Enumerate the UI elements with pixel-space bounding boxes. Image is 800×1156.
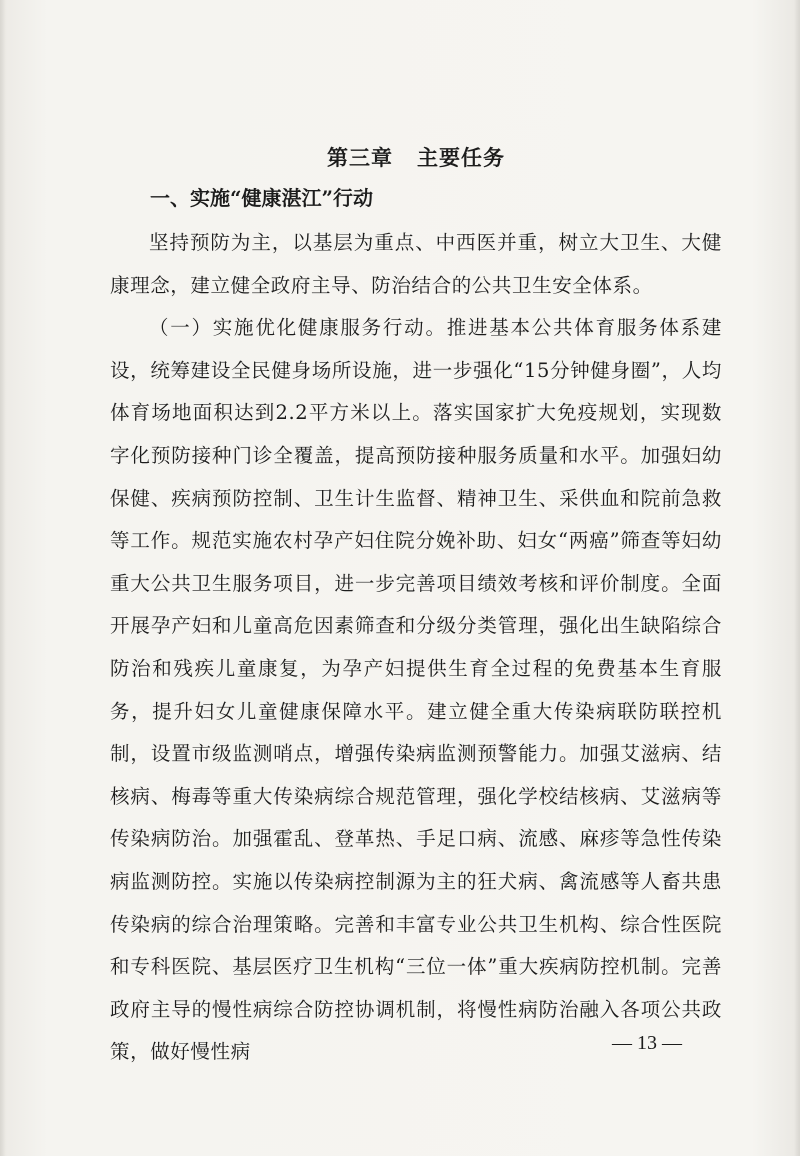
section-title: 一、实施“健康湛江”行动 xyxy=(150,186,374,210)
paragraph-health-service: （一）实施优化健康服务行动。推进基本公共体育服务体系建设，统筹建设全民健身场所设施，进一步强化“15分钟健身圈”，人均体育场地面积达到2.2平方米以上。落实国家扩大免疫规划，实现数字化预防接种门诊全覆盖，提高预防接种服务质量和水平。加强妇幼保健、疾病预防控制、卫生计生监督、精神卫生、采供血和院前急救等工作。规范实施农村孕产妇住院分娩补助、妇女“两癌”筛查等妇幼重大公共卫生服务项目，进一步完善项目绩效考核和评价制度。全面开展孕产妇和儿童高危因素筛查和分级分类管理，强化出生缺陷综合防治和残疾儿童康复，为孕产妇提供生育全过程的免费基本生育服务，提升妇女儿童健康保障水平。建立健全重大传染病联防联控机制，设置市级监测哨点，增强传染病监测预警能力。加强艾滋病、结核病、梅毒等重大传染病综合规范管理，强化学校结核病、艾滋病等传染病防治。加强霍乱、登革热、手足口病、流感、麻疹等急性传染病监测防控。实施以传染病控制源为主的狂犬病、禽流感等人畜共患传染病的综合治理策略。完善和丰富专业公共卫生机构、综合性医院和专科医院、基层医疗卫生机构“三位一体”重大疾病防控机制。完善政府主导的慢性病综合防控协调机制，将慢性病防治融入各项公共政策，做好慢性病 xyxy=(110,316,722,1064)
page-edge-right xyxy=(794,0,800,1156)
page-number: — 13 — xyxy=(612,1032,682,1054)
chapter-name: 主要任务 xyxy=(417,145,505,170)
chapter-title xyxy=(110,140,722,176)
page-edge-left xyxy=(0,0,6,1156)
page-content xyxy=(110,140,722,1074)
chapter-number: 第三章 xyxy=(327,145,393,170)
paragraph-intro: 坚持预防为主，以基层为重点、中西医并重，树立大卫生、大健康理念，建立健全政府主导、防治结合的公共卫生安全体系。 xyxy=(110,231,722,297)
